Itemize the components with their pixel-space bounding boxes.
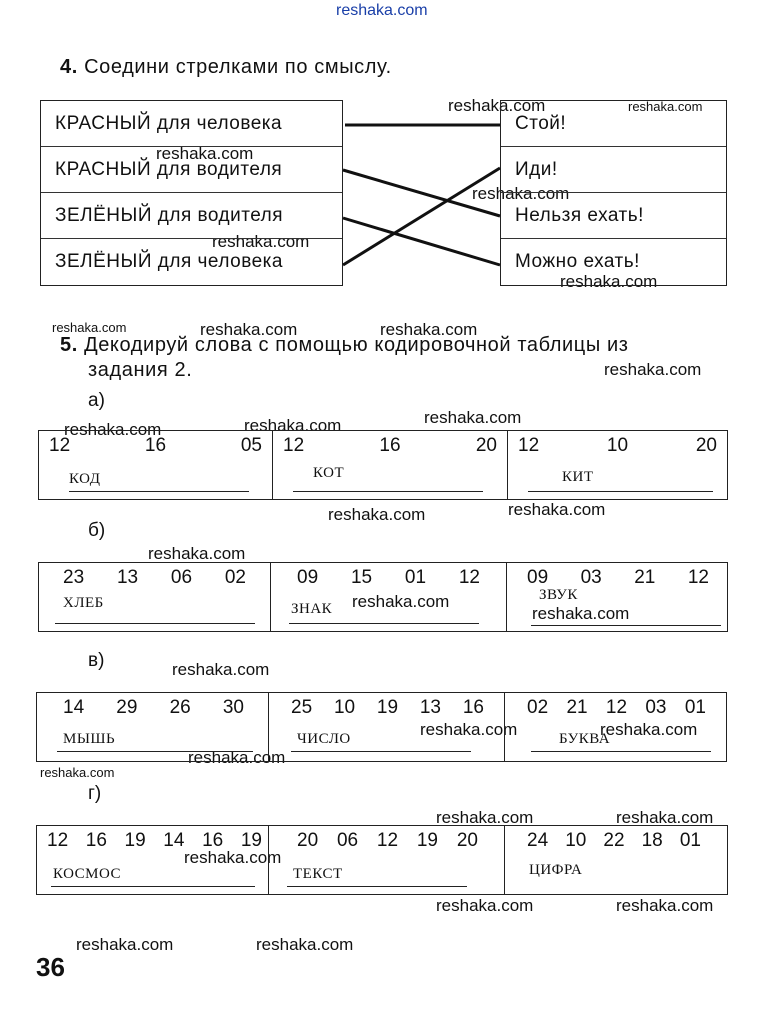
code-number: 16 bbox=[85, 830, 107, 851]
watermark: reshaka.com bbox=[472, 184, 570, 203]
watermark: reshaka.com bbox=[64, 420, 162, 439]
code-cell bbox=[37, 826, 269, 894]
code-number: 19 bbox=[240, 830, 262, 851]
code-table-v bbox=[36, 692, 727, 762]
code-table-b bbox=[38, 562, 728, 632]
decoded-word: ЗВУК bbox=[539, 587, 578, 603]
code-number: 02 bbox=[224, 567, 246, 588]
codes-row bbox=[63, 697, 244, 719]
code-number: 06 bbox=[170, 567, 193, 588]
watermark: reshaka.com bbox=[436, 896, 534, 915]
task4-title-text: Соедини стрелками по смыслу. bbox=[84, 56, 392, 78]
watermark: reshaka.com bbox=[212, 232, 310, 251]
watermark: reshaka.com bbox=[436, 808, 534, 827]
decoded-word: КОД bbox=[69, 471, 101, 487]
right-item-3: Нельзя ехать! bbox=[501, 193, 726, 239]
watermark: reshaka.com bbox=[616, 896, 714, 915]
codes-row bbox=[527, 567, 709, 589]
code-number: 09 bbox=[297, 567, 319, 588]
code-number: 03 bbox=[580, 567, 602, 588]
watermark: reshaka.com bbox=[616, 808, 714, 827]
watermark: reshaka.com bbox=[76, 935, 174, 954]
watermark: reshaka.com bbox=[604, 360, 702, 379]
answer-line bbox=[528, 491, 713, 492]
decoded-word: ЦИФРА bbox=[529, 862, 583, 878]
code-number: 13 bbox=[116, 567, 139, 588]
task4-number: 4. bbox=[60, 56, 78, 78]
answer-line bbox=[531, 625, 721, 626]
code-number: 02 bbox=[527, 697, 549, 718]
code-number: 22 bbox=[603, 830, 625, 851]
code-cell bbox=[39, 431, 273, 499]
code-cell bbox=[508, 431, 727, 499]
code-number: 13 bbox=[419, 697, 441, 718]
code-cell bbox=[269, 693, 505, 761]
code-number: 29 bbox=[116, 697, 138, 718]
answer-line bbox=[291, 751, 471, 752]
decoded-word: КИТ bbox=[562, 469, 594, 485]
code-number: 20 bbox=[456, 830, 478, 851]
watermark: reshaka.com bbox=[448, 96, 546, 115]
code-number: 12 bbox=[605, 697, 628, 718]
code-number: 19 bbox=[376, 697, 399, 718]
watermark: reshaka.com bbox=[352, 592, 450, 611]
decoded-word: КОСМОС bbox=[53, 866, 122, 882]
code-table-a bbox=[38, 430, 728, 500]
watermark: reshaka.com bbox=[156, 144, 254, 163]
codes-row bbox=[63, 567, 246, 589]
codes-row bbox=[527, 697, 706, 719]
part-a-label: а) bbox=[88, 390, 105, 411]
code-number: 09 bbox=[527, 567, 549, 588]
codes-row bbox=[49, 435, 262, 457]
answer-line bbox=[531, 751, 711, 752]
watermark: reshaka.com bbox=[188, 748, 286, 767]
arrow-red-driver bbox=[343, 170, 500, 216]
part-b-label: б) bbox=[88, 520, 106, 541]
watermark: reshaka.com bbox=[328, 505, 426, 524]
code-number: 01 bbox=[684, 697, 706, 718]
task5-number: 5. bbox=[60, 334, 78, 356]
answer-line bbox=[69, 491, 249, 492]
code-number: 16 bbox=[379, 435, 401, 456]
code-number: 14 bbox=[163, 830, 185, 851]
watermark: reshaka.com bbox=[148, 544, 246, 563]
code-number: 24 bbox=[527, 830, 549, 851]
arrow-green-driver bbox=[343, 218, 500, 265]
answer-line bbox=[51, 886, 255, 887]
decoded-word: МЫШЬ bbox=[63, 731, 116, 747]
code-number: 20 bbox=[297, 830, 319, 851]
code-number: 21 bbox=[566, 697, 588, 718]
watermark: reshaka.com bbox=[172, 660, 270, 679]
code-number: 16 bbox=[202, 830, 224, 851]
watermark: reshaka.com bbox=[336, 2, 428, 19]
watermark: reshaka.com bbox=[532, 604, 630, 623]
code-number: 16 bbox=[462, 697, 484, 718]
code-number: 14 bbox=[63, 697, 85, 718]
decoded-word: КОТ bbox=[313, 465, 345, 481]
code-number: 15 bbox=[350, 567, 373, 588]
code-number: 18 bbox=[641, 830, 663, 851]
watermark: reshaka.com bbox=[40, 765, 115, 780]
left-item-4: ЗЕЛЁНЫЙ для человека bbox=[55, 251, 283, 272]
code-cell bbox=[39, 563, 271, 631]
code-number: 20 bbox=[475, 435, 497, 456]
code-number: 19 bbox=[416, 830, 438, 851]
answer-line bbox=[57, 751, 253, 752]
code-number: 10 bbox=[606, 435, 629, 456]
code-number: 12 bbox=[518, 435, 540, 456]
code-number: 03 bbox=[645, 697, 667, 718]
watermark: reshaka.com bbox=[508, 500, 606, 519]
answer-line bbox=[55, 623, 255, 624]
watermark: reshaka.com bbox=[420, 720, 518, 739]
watermark: reshaka.com bbox=[52, 320, 127, 335]
right-item-2: Иди! bbox=[501, 147, 726, 193]
code-number: 01 bbox=[679, 830, 701, 851]
part-v-label: в) bbox=[88, 650, 105, 671]
task5-title bbox=[60, 334, 629, 357]
code-number: 12 bbox=[458, 567, 480, 588]
code-number: 30 bbox=[222, 697, 244, 718]
code-cell bbox=[37, 693, 269, 761]
watermark: reshaka.com bbox=[184, 848, 282, 867]
watermark: reshaka.com bbox=[200, 320, 298, 339]
watermark: reshaka.com bbox=[244, 416, 342, 435]
watermark: reshaka.com bbox=[424, 408, 522, 427]
code-number: 20 bbox=[695, 435, 717, 456]
answer-line bbox=[289, 623, 479, 624]
code-number: 12 bbox=[376, 830, 399, 851]
codes-row bbox=[297, 830, 478, 852]
code-cell bbox=[273, 431, 508, 499]
task5-title-line2: задания 2. bbox=[88, 359, 193, 381]
watermark: reshaka.com bbox=[600, 720, 698, 739]
watermark: reshaka.com bbox=[380, 320, 478, 339]
code-number: 21 bbox=[634, 567, 656, 588]
decoded-word: ЗНАК bbox=[291, 601, 333, 617]
code-number: 12 bbox=[47, 830, 69, 851]
watermark: reshaka.com bbox=[560, 272, 658, 291]
code-number: 06 bbox=[336, 830, 359, 851]
part-g-label: г) bbox=[88, 783, 102, 804]
answer-line bbox=[287, 886, 467, 887]
code-number: 10 bbox=[333, 697, 356, 718]
left-item-1: КРАСНЫЙ для человека bbox=[41, 101, 342, 147]
codes-row bbox=[527, 830, 701, 852]
left-item-2: КРАСНЫЙ для водителя bbox=[41, 147, 342, 193]
arrow-green-person bbox=[343, 168, 500, 265]
code-cell bbox=[505, 826, 727, 894]
right-item-4: Можно ехать! bbox=[515, 251, 640, 272]
decoded-word: ХЛЕБ bbox=[63, 595, 104, 611]
code-number: 25 bbox=[291, 697, 313, 718]
decoded-word: БУКВА bbox=[559, 731, 611, 747]
watermark: reshaka.com bbox=[628, 99, 703, 114]
code-number: 19 bbox=[124, 830, 146, 851]
code-number: 12 bbox=[49, 435, 71, 456]
codes-row bbox=[291, 697, 484, 719]
decoded-word: ТЕКСТ bbox=[293, 866, 343, 882]
code-number: 12 bbox=[283, 435, 305, 456]
code-cell bbox=[271, 563, 507, 631]
code-number: 26 bbox=[169, 697, 191, 718]
decoded-word: ЧИСЛО bbox=[297, 731, 351, 747]
task5-title-line1: Декодируй слова с помощью кодировочной таблицы из bbox=[84, 334, 629, 356]
code-cell bbox=[507, 563, 727, 631]
code-number: 12 bbox=[687, 567, 709, 588]
code-cell bbox=[505, 693, 726, 761]
codes-row bbox=[47, 830, 262, 852]
code-number: 16 bbox=[144, 435, 167, 456]
page-number: 36 bbox=[36, 952, 65, 982]
answer-line bbox=[293, 491, 483, 492]
watermark: reshaka.com bbox=[256, 935, 354, 954]
code-number: 23 bbox=[63, 567, 85, 588]
code-cell bbox=[269, 826, 505, 894]
right-item-1: Стой! bbox=[501, 101, 726, 147]
code-number: 05 bbox=[240, 435, 262, 456]
codes-row bbox=[283, 435, 497, 457]
code-number: 01 bbox=[404, 567, 427, 588]
codes-row bbox=[297, 567, 480, 589]
code-number: 10 bbox=[565, 830, 587, 851]
code-table-g bbox=[36, 825, 728, 895]
codes-row bbox=[518, 435, 717, 457]
left-item-3: ЗЕЛЁНЫЙ для водителя bbox=[41, 193, 342, 239]
